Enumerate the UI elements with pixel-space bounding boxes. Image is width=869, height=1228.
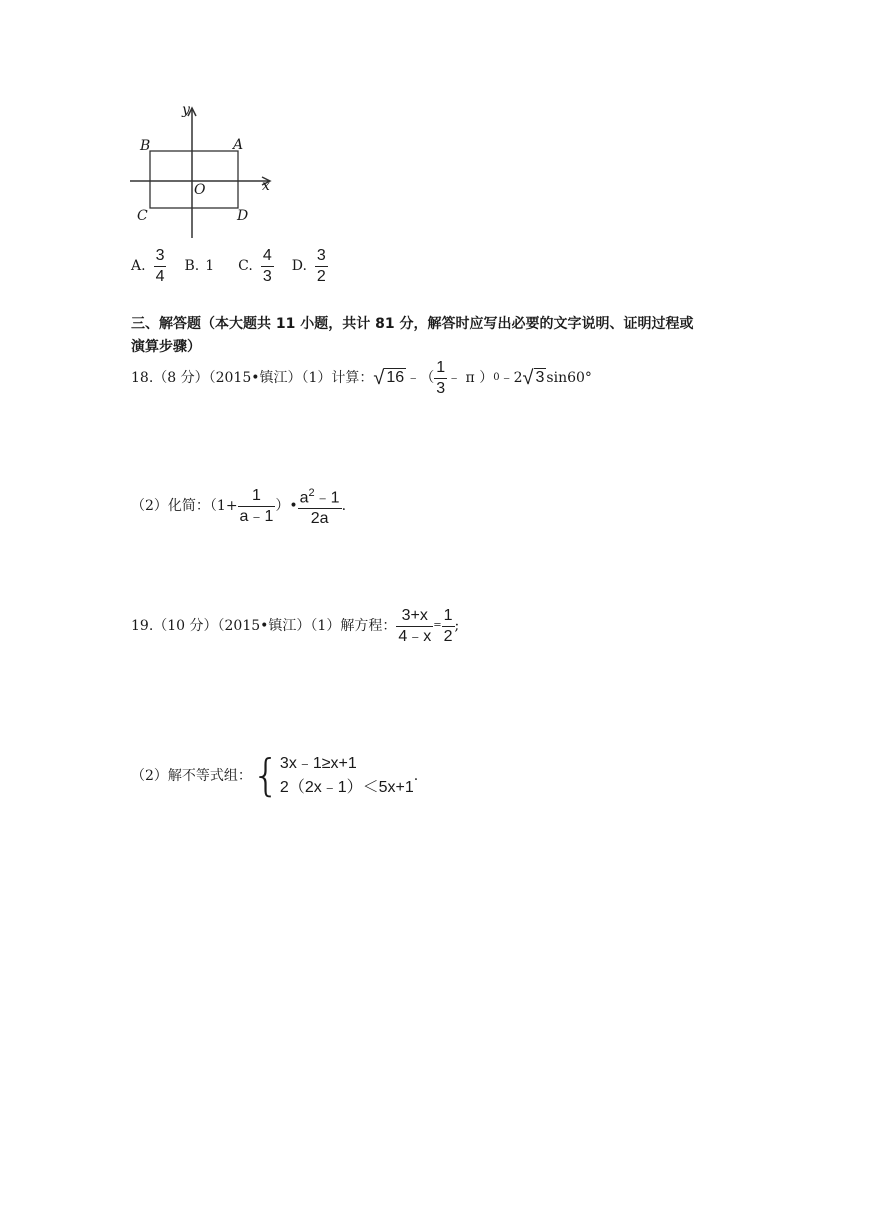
q18-sqrt-16 — [373, 368, 406, 388]
q18-p2-num-base: a — [299, 489, 309, 507]
question-19-part2 — [131, 751, 418, 801]
q18-minus-open: ﹣（ — [406, 370, 435, 386]
question-18-part2 — [131, 484, 346, 528]
option-a-fraction — [154, 247, 167, 286]
question-19-part1 — [131, 604, 459, 648]
q18-p2-frac2-denominator: 2a — [310, 510, 329, 528]
q19-frac1-denominator: 4﹣x — [398, 627, 432, 645]
q18-sin60: sin60° — [546, 370, 592, 386]
q18-fraction — [434, 359, 447, 398]
answer-options — [131, 246, 328, 286]
q18-radicand-3: 3 — [535, 369, 545, 386]
fraction-bar — [238, 506, 276, 507]
option-a-numerator: 3 — [155, 246, 165, 264]
section-heading-line1: 三、解答题（本大题共 11 小题，共计 81 分，解答时应写出必要的文字说明、证明过程或 — [131, 316, 694, 332]
q18-frac-numerator: 1 — [436, 358, 446, 376]
option-c-fraction — [261, 247, 274, 286]
q19-frac1-numerator: 3+x — [401, 606, 428, 624]
q18-p2-close: ）• — [275, 498, 298, 514]
option-c-numerator: 4 — [262, 246, 272, 264]
q19-end: ; — [454, 618, 460, 634]
fraction-bar — [442, 626, 455, 627]
option-d-fraction — [315, 247, 328, 286]
point-b-label: B — [140, 138, 151, 154]
option-a-denominator: 4 — [155, 267, 165, 285]
sqrt-symbol-icon: √ — [373, 367, 385, 389]
q18-sqrt-3 — [523, 368, 547, 388]
q19-frac2-denominator: 2 — [443, 627, 453, 645]
fraction-bar — [315, 266, 328, 267]
q19-p2-prefix: （2）解不等式组： — [131, 768, 252, 784]
option-b-label: B. — [184, 258, 200, 274]
q19-inequality-2: 2（2x﹣1）＜5x+1 — [279, 779, 414, 796]
q18-p2-num-exponent: 2 — [308, 486, 315, 499]
q18-prefix: 18.（8 分）（2015•镇江）（1）计算： — [131, 370, 374, 386]
q18-p2-frac1-denominator: a﹣1 — [239, 507, 274, 525]
option-b-value: 1 — [205, 258, 215, 274]
fraction-bar — [396, 626, 433, 627]
option-d-denominator: 2 — [316, 267, 326, 285]
q19-fraction2 — [442, 607, 455, 646]
q18-minus-two: ﹣2 — [499, 370, 523, 386]
q18-p2-prefix: （2）化简：（1+ — [131, 498, 238, 514]
fraction-bar — [298, 508, 342, 509]
point-c-label: C — [137, 208, 148, 224]
q19-inequality-1: 3x﹣1≥x+1 — [279, 755, 357, 772]
q19-equals: = — [433, 620, 442, 631]
y-axis-label: y — [182, 102, 190, 118]
q18-frac-denominator: 3 — [436, 379, 446, 397]
fraction-bar — [434, 378, 447, 379]
point-d-label: D — [237, 208, 249, 224]
option-c-label: C. — [238, 258, 253, 274]
q18-pi-part: ﹣ π ） — [447, 370, 494, 386]
q19-system — [280, 752, 414, 800]
q18-p2-fraction1 — [238, 487, 276, 526]
option-c-denominator: 3 — [262, 267, 272, 285]
option-d-label: D. — [291, 258, 307, 274]
q18-p2-frac1-numerator: 1 — [252, 486, 261, 504]
origin-label: O — [194, 182, 206, 198]
x-axis-label: x — [262, 178, 270, 194]
q18-radicand-16: 16 — [386, 369, 405, 386]
section-heading-line2: 演算步骤） — [131, 339, 201, 355]
q18-p2-end: . — [341, 498, 347, 514]
q18-p2-frac2-numerator — [298, 484, 342, 507]
fraction-bar — [261, 266, 274, 267]
q19-p2-end: . — [413, 768, 419, 784]
question-18-part1 — [131, 358, 592, 398]
option-a-label: A. — [131, 258, 146, 274]
q19-frac2-numerator: 1 — [443, 606, 453, 624]
q18-p2-fraction2 — [298, 484, 342, 528]
q19-fraction1 — [396, 607, 433, 646]
q18-exponent-zero: 0 — [493, 372, 500, 383]
rectangle-abcd — [150, 151, 238, 208]
sqrt-symbol-icon: √ — [522, 367, 534, 389]
q19-prefix: 19.（10 分）（2015•镇江）（1）解方程： — [131, 618, 397, 634]
fraction-bar — [154, 266, 167, 267]
option-d-numerator: 3 — [316, 246, 326, 264]
left-brace-icon: { — [251, 750, 280, 801]
point-a-label: A — [233, 137, 244, 153]
q18-p2-num-rest: ﹣1 — [314, 489, 340, 507]
